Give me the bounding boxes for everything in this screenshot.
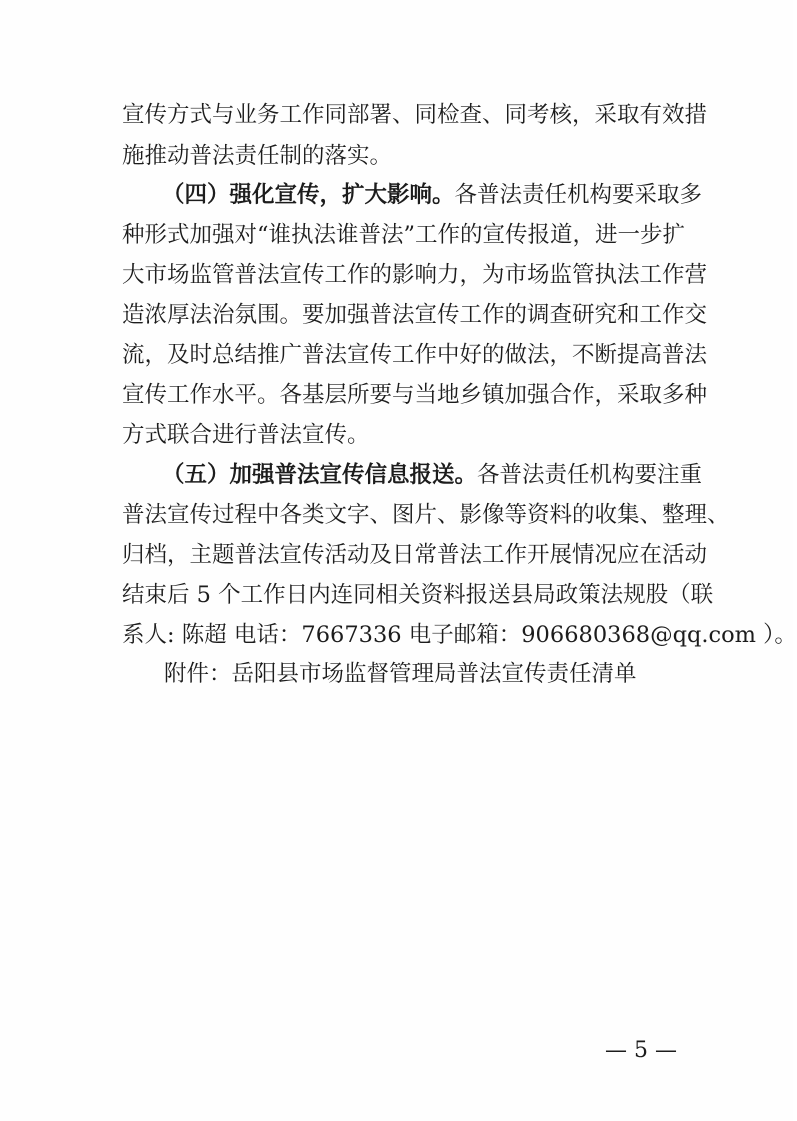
body-line-6: 流，及时总结推广普法宣传工作中好的做法，不断提高普法 bbox=[122, 342, 708, 368]
body-line-1: 宣传方式与业务工作同部署、同检查、同考核，采取有效措 bbox=[122, 102, 708, 128]
body-line-2: 施推动普法责任制的落实。 bbox=[122, 143, 393, 169]
section-4-heading: （四）强化宣传，扩大影响。 bbox=[162, 182, 455, 208]
body-line-5: 造浓厚法治氛围。要加强普法宣传工作的调查研究和工作交 bbox=[122, 302, 708, 328]
body-line-12: 系人: 陈超 电话：7667336 电子邮箱：906680368@qq.com ）。 bbox=[122, 622, 797, 648]
body-line-7: 宣传工作水平。各基层所要与当地乡镇加强合作，采取多种 bbox=[122, 382, 708, 408]
section-5-first-line bbox=[162, 455, 703, 495]
body-line-3: 种形式加强对“谁执法谁普法”工作的宣传报道，进一步扩 bbox=[122, 222, 686, 248]
body-line-8: 方式联合进行普法宣传。 bbox=[122, 422, 370, 448]
body-line-10: 归档，主题普法宣传活动及日常普法工作开展情况应在活动 bbox=[122, 542, 708, 568]
section-4-text: 各普法责任机构要采取多 bbox=[454, 182, 703, 208]
body-line-4: 大市场监管普法宣传工作的影响力，为市场监管执法工作营 bbox=[122, 262, 708, 288]
section-5-text: 各普法责任机构要注重 bbox=[477, 462, 703, 488]
section-4-first-line bbox=[162, 175, 703, 215]
section-5-heading: （五）加强普法宣传信息报送。 bbox=[162, 462, 478, 488]
attachment-note: 附件：岳阳县市场监督管理局普法宣传责任清单 bbox=[164, 661, 637, 687]
page-number: — 5 — bbox=[605, 1038, 677, 1063]
body-line-11: 结束后 5 个工作日内连同相关资料报送县局政策法规股（联 bbox=[122, 582, 714, 608]
body-line-9: 普法宣传过程中各类文字、图片、影像等资料的收集、整理、 bbox=[122, 502, 730, 528]
